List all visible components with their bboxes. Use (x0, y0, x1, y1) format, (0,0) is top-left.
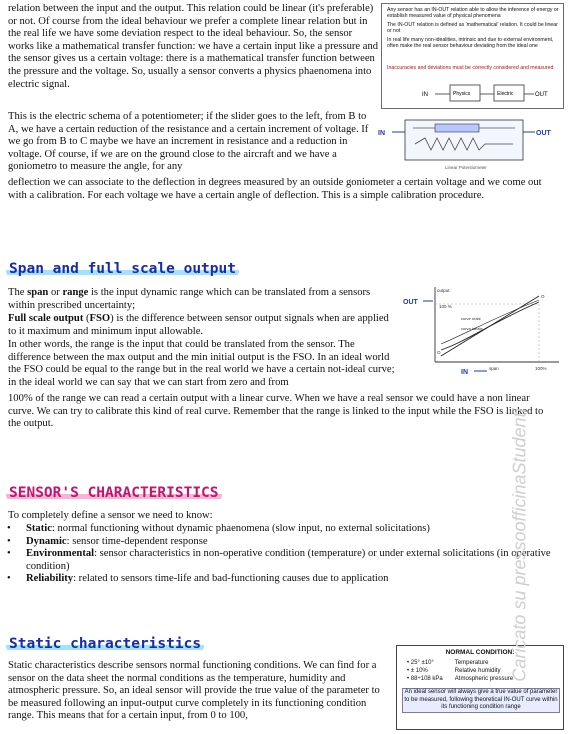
paragraph-range-fso: In other words, the range is the input that could be translated from the sensor. The difference between the max output and the min initial output is the FSO. In an ideal world the FSO could be equal to the range but in the real world we have a certain not-ideal curve; in the ideal world we can say that we can start from zero and from (8, 339, 395, 388)
potentiometer-drawing (375, 114, 562, 174)
paragraph-span-definition (8, 287, 396, 312)
span-rest: is the input dynamic range which can be translated from a sensors within prescribed uncertainty; (8, 287, 371, 311)
curve-label-1: curve reale (461, 316, 481, 321)
potentiometer-in-label: IN (378, 130, 385, 137)
heading-sensor-characteristics: SENSOR'S CHARACTERISTICS (6, 485, 222, 501)
diagram-out-label: OUT (535, 92, 548, 98)
heading-span-fso: Span and full scale output (6, 261, 239, 277)
diagram-in-label: IN (422, 92, 428, 98)
o-min-label: O (437, 350, 441, 355)
y-100-label: 100 % (439, 304, 452, 309)
figure-in-out-relation (381, 3, 564, 109)
condition-row: • 25° ±10° Temperature • ± 10% Relative humidity • 88÷108 kPa Atmospheric pressure (407, 660, 514, 682)
x-axis-label: span (489, 366, 499, 371)
list-item: • Dynamic: sensor time-dependent response (4, 536, 559, 549)
list-item: • Static: normal functioning without dynamic phaenomena (slow input, no external solicitations) (4, 523, 559, 536)
figure-text-line: The IN-OUT relation is defined as 'mathematical' relation. It could be linear or not (387, 22, 558, 35)
span-pre: The (8, 287, 28, 298)
paragraph-fso-definition: Full scale output (FSO) is the difference between sensor output signals when are applied to it maximum and minimum input allowable. (8, 313, 389, 337)
paragraph-calibration: deflection we can associate to the deflection in degrees measured by an outside goniometer a certain voltage and we come out with a calibration. For each voltage we have a certain angle of deflection. This is a simple calibration procedure. (8, 177, 542, 201)
figure-span-output (399, 282, 563, 375)
potentiometer-out-label: OUT (536, 130, 551, 137)
chart-in-label: IN (461, 369, 468, 375)
paragraph-transfer-function: relation between the input and the output. This relation could be linear (it's preferable) or not. Of course from the ideal behaviour we prefer a complete linear relation but in the real life we have some deviation respect to the ideal behaviour. So, the sensor works like a mathematical transfer function: we have a certain input like a pressure and the sensor gives us a certain voltage: there is a mathematical transfer function between the pressure and the voltage. So, usually a sensor converts a physics phaenomena into electric signal. (8, 3, 379, 90)
paragraph-characteristics-intro: To completely define a sensor we need to know: (8, 510, 213, 521)
figure-potentiometer (375, 114, 562, 174)
real-curve (441, 302, 539, 350)
transfer-block-diagram (382, 78, 563, 108)
potentiometer-slider (435, 124, 479, 132)
x-100-label: 100% (535, 366, 547, 371)
normal-condition-title: NORMAL CONDITION: (445, 649, 515, 656)
paragraph-potentiometer: This is the electric schema of a potentiometer; if the slider goes to the left, from B to A, we have a certain reduction of the resistance and a certain increment of voltage. If we go from B to C maybe we have an increment in resistance and a reduction in voltage. Of course, if we are on the ground close to the aircraft and we have a goniometro to measure the angle, for any (8, 111, 369, 173)
watermark: Caricato su pressoofficinaStudenti (509, 408, 530, 682)
y-axis-label: output (437, 288, 450, 293)
figure-text-line: Any sensor has an IN-OUT relation able to allow the inference of energy or establish measured value of physical phenomena (387, 7, 559, 20)
physics-block-label: Physics (453, 91, 471, 97)
figure-text-line-red: Inaccuracies and deviations must be correctly considered and measured (387, 65, 554, 71)
normal-condition-note: An ideal sensor will always give a true value of parameter to be measured, following theoretical IN-OUT curve within its functioning condition range (402, 688, 560, 713)
heading-static-characteristics: Static characteristics (6, 636, 204, 652)
term-fso-abbr: FSO (89, 313, 111, 324)
term-fso: Full scale output (8, 313, 84, 324)
list-item: • Environmental: sensor characteristics in non-operative condition (temperature) or under external solicitations (in operative condition) (4, 548, 559, 573)
chart-out-label: OUT (403, 299, 418, 306)
electric-block-label: Electric (497, 91, 514, 97)
span-output-chart (399, 282, 563, 375)
span-or: or (48, 287, 63, 298)
figure-text-line: In real life many non-idealities, intrinsic and due to external environment, often make the real sensor behaviour deviating from the ideal one (387, 37, 554, 50)
paragraph-static-characteristics: Static characteristics describe sensors normal functioning conditions. We can find for a sensor on the data sheet the normal conditions as the temperature, humidity and atmospheric pressure. So, an ideal sensor will provide the true value of the parameter to be measured following an input-output curve completely in its functioning condition range. This means that for a certain input, from 0 to 100, (8, 660, 380, 722)
paragraph-calibrate-curve: 100% of the range we can read a certain output with a linear curve. When we have a real sensor we could have a non linear curve. We can try to calibrate this kind of real curve. Remember that the range is linked to the input while the FSO is linked to the output. (8, 393, 544, 430)
potentiometer-caption: Linear Potentiometer (445, 165, 487, 170)
characteristics-list (4, 523, 559, 586)
o-max-label: O (541, 294, 545, 299)
fso-rest: is the difference between sensor output signals when are applied to it maximum and minimum input allowable. (8, 313, 389, 337)
term-range: range (62, 287, 89, 298)
term-span: span (27, 287, 49, 298)
curve-label-2: curva ideale (461, 326, 483, 331)
list-item: • Reliability: related to sensors time-life and bad-functioning causes due to application (4, 573, 559, 586)
